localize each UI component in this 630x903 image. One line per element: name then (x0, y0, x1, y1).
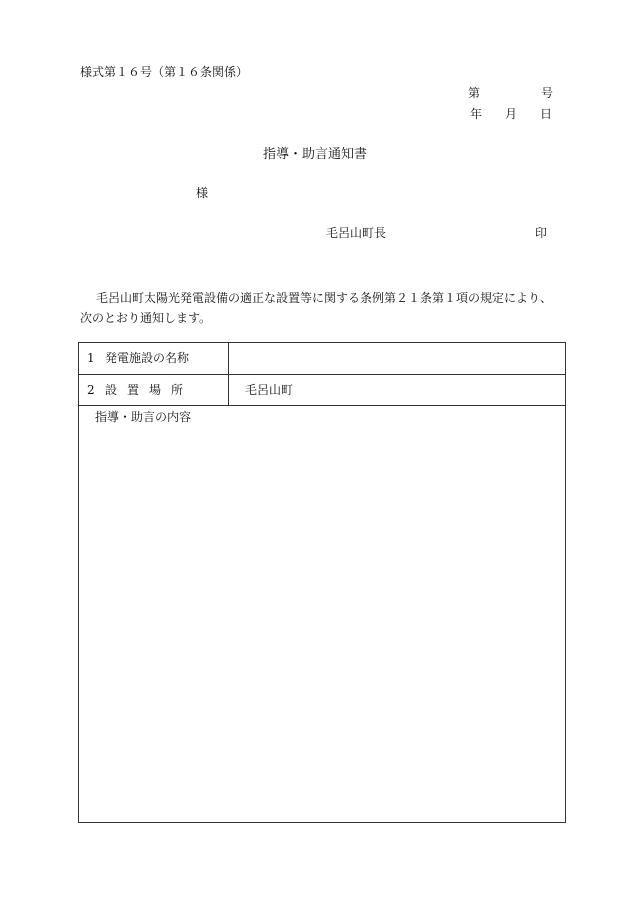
date-month-label: 月 (505, 107, 518, 121)
date-day-label: 日 (540, 107, 553, 121)
facility-name-label: 発電施設の名称 (105, 351, 190, 365)
issuer-name: 毛呂山町長 (326, 226, 387, 240)
seal-mark: 印 (535, 226, 548, 240)
notice-body-text: 毛呂山町太陽光発電設備の適正な設置等に関する条例第２１条第１項の規定により、次のとおり通知します。 (80, 291, 553, 325)
table-row-facility-name (79, 343, 565, 375)
document-title: 指導・助言通知書 (262, 147, 367, 162)
issue-number-label: 第 (468, 86, 481, 100)
guidance-content-label: 指導・助言の内容 (95, 410, 192, 424)
issue-number-suffix: 号 (541, 86, 554, 100)
row-number: 1 (87, 351, 95, 365)
date-year-label: 年 (470, 107, 483, 121)
facility-name-value-cell (229, 343, 565, 374)
info-table (78, 342, 566, 823)
facility-name-label-cell (79, 343, 229, 374)
form-number: 様式第１６号（第１６条関係） (80, 65, 249, 79)
location-label-cell (79, 375, 229, 405)
location-label: 設置場所 (105, 383, 194, 397)
table-row-location (79, 375, 565, 406)
row-number: 2 (87, 383, 95, 397)
addressee-suffix: 様 (196, 186, 209, 200)
location-value: 毛呂山町 (245, 383, 294, 397)
location-value-cell (229, 375, 565, 405)
